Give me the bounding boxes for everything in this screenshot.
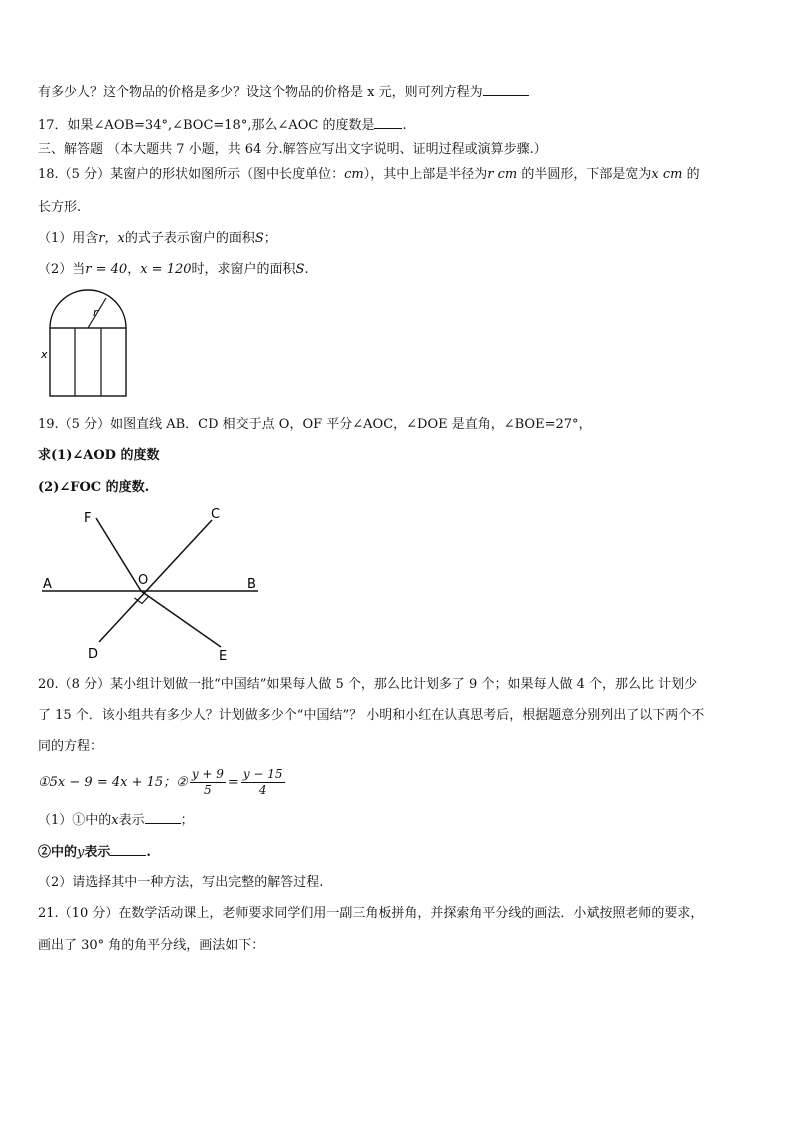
question-19-line3 (38, 479, 149, 497)
question-19-line1 (38, 416, 592, 434)
answer-blank (145, 811, 181, 824)
fraction-2 (241, 767, 285, 798)
point-D-label: D (88, 647, 99, 662)
question-19-line2 (38, 447, 159, 465)
point-B-label: B (247, 577, 256, 592)
point-O-label: O (138, 573, 149, 588)
ray-OF (96, 518, 141, 591)
question-18-part1 (38, 230, 277, 248)
question-21-line1 (38, 905, 703, 923)
q18-var-x: x (651, 167, 659, 182)
q19-text-1: 19.（5 分）如图直线 AB．CD 相交于点 O，OF 平分∠AOC，∠DOE 是直角，∠BOE=27°， (38, 417, 592, 432)
q20-p2-a: ②中的 (38, 845, 78, 860)
q18-unit: cm (662, 167, 683, 182)
equals-sign: = (227, 775, 239, 790)
q20-text-3: 同的方程： (38, 739, 104, 754)
fraction-2-denominator: 4 (258, 783, 267, 797)
q20-p1-a: （1）①中的 (38, 813, 112, 828)
q20-p1-end: ； (180, 813, 194, 828)
q18-p1-vars: r，x (98, 231, 125, 246)
q18-p1-a: （1）用含 (38, 231, 99, 246)
point-C-label: C (211, 507, 221, 522)
fraction-1-numerator: y + 9 (191, 767, 224, 781)
q18-p2-mid: ， (127, 262, 141, 277)
ray-OE (141, 591, 221, 647)
window-rectangle (50, 328, 126, 396)
q18-text-line2: 长方形. (38, 200, 82, 215)
q18-text-a: 18.（5 分）某窗户的形状如图所示（图中长度单位： (38, 167, 345, 182)
q20-p2-end: . (146, 845, 151, 860)
q19-text-3: (2)∠FOC 的度数. (38, 480, 150, 495)
q21-text-1: 21.（10 分）在数学活动课上，老师要求同学们用一副三角板拼角，并探索角平分线的画法．小斌按照老师的要求， (38, 906, 704, 921)
line-CD (99, 520, 212, 642)
question-17 (38, 116, 407, 135)
q18-text-c: 的半圆形，下部是宽为 (521, 167, 652, 182)
question-17-text: 17．如果∠AOB=34°,∠BOC=18°,那么∠AOC 的度数是 (38, 118, 375, 133)
question-16-text: 有多少人？这个物品的价格是多少？设这个物品的价格是 x 元，则可列方程为 (38, 85, 483, 100)
question-20-part1b (38, 843, 151, 862)
equation-1: ①5x − 9 = 4x + 15；② (38, 775, 188, 790)
question-20-line2 (38, 707, 704, 725)
point-F-label: F (84, 511, 92, 526)
q20-text-2: 了 15 个．该小组共有多少人？计划做多少个“中国结”？ 小明和小红在认真思考后，根据题意分别列出了以下两个不 (38, 708, 705, 723)
q18-unit: cm (497, 167, 518, 182)
fraction-1 (190, 767, 226, 798)
radius-label: r (93, 306, 98, 319)
section-heading (38, 141, 547, 159)
q20-text-1: 20.（8 分）某小组计划做一批“中国结”如果每人做 5 个，那么比计划多了 9 个；如果每人做 4 个，那么比 计划少 (38, 677, 698, 692)
height-label: x (41, 348, 48, 361)
window-semicircle (50, 290, 126, 328)
intersecting-lines-figure (36, 500, 266, 665)
question-18-line2 (38, 199, 81, 217)
q19-text-2: 求(1)∠AOD 的度数 (38, 448, 160, 463)
q18-unit: cm (344, 167, 364, 182)
question-21-line2 (38, 937, 264, 955)
q20-p1-b: 表示 (118, 813, 145, 828)
question-20-line1 (38, 676, 697, 694)
q18-p2-eq2: x = 120 (140, 262, 192, 277)
question-20-line3 (38, 738, 103, 756)
q18-var-S: S (295, 262, 305, 277)
q21-text-2: 画出了 30° 角的角平分线，画法如下： (38, 938, 265, 953)
q18-var-r: r (487, 167, 494, 182)
answer-blank (483, 83, 529, 96)
question-17-end: . (402, 118, 407, 133)
question-18-part2 (38, 261, 309, 279)
q18-text-b: ），其中上部是半径为 (363, 167, 488, 182)
q18-p2-eq1: r = 40 (85, 262, 128, 277)
q18-p2-c: . (304, 262, 309, 277)
section-3-title: 三、解答题 （本大题共 7 小题，共 64 分.解答应写出文字说明、证明过程或演算步骤.） (38, 142, 547, 157)
q20-var-x: x (111, 813, 119, 828)
q20-p2-b: 表示 (84, 845, 111, 860)
q18-text-d: 的 (686, 167, 700, 182)
answer-blank (110, 843, 146, 856)
fraction-1-denominator: 5 (204, 783, 212, 797)
q18-p1-b: 的式子表示窗户的面积 (124, 231, 255, 246)
question-20-equations (38, 763, 287, 803)
q20-var-y: y (77, 845, 85, 860)
question-20-part2 (38, 874, 323, 892)
q20-p3: （2）请选择其中一种方法，写出完整的解答过程. (38, 875, 324, 890)
q18-p1-c: ； (263, 231, 277, 246)
point-A-label: A (43, 577, 52, 592)
q18-p2-a: （2）当 (38, 262, 86, 277)
fraction-2-numerator: y − 15 (242, 767, 283, 781)
question-18-line1 (38, 166, 700, 184)
window-figure (36, 288, 136, 400)
point-E-label: E (219, 649, 228, 664)
question-20-part1 (38, 811, 194, 830)
q18-p2-b: 时，求窗户的面积 (191, 262, 296, 277)
q18-var-S: S (254, 231, 264, 246)
answer-blank (374, 116, 402, 129)
question-16-continuation (38, 83, 529, 102)
